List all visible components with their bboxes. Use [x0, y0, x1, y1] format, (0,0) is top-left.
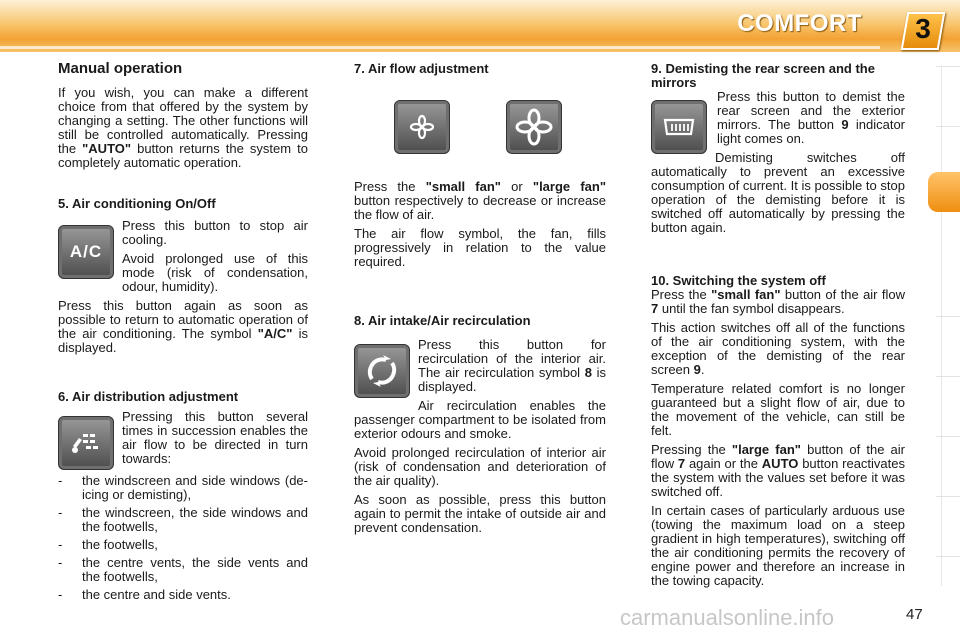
text: Press this button for recirculation of the interior air. The air recirculation symbol	[418, 337, 606, 380]
list-item: - the windscreen, the side windows and the footwells,	[58, 506, 308, 534]
chapter-tab-divider	[936, 316, 960, 317]
number-ref: 7	[651, 301, 659, 316]
number-ref: 7	[677, 456, 686, 471]
fan-buttons-row	[394, 100, 606, 154]
rear-demist-button-icon	[651, 100, 707, 154]
header-stripe	[0, 46, 880, 49]
list-item: - the centre and side vents.	[58, 588, 308, 602]
number-ref: 9	[693, 362, 701, 377]
column-2	[354, 62, 606, 540]
air-distribution-button-icon	[58, 416, 114, 470]
text: button respectively to decrease or increase the flow of air.	[354, 193, 606, 222]
small-fan-keyword: "small fan"	[711, 287, 781, 302]
chapter-tab-divider	[936, 66, 960, 67]
text: is displayed.	[58, 326, 309, 355]
text: indicator light comes on.	[717, 117, 905, 146]
recirculation-button-icon	[354, 344, 410, 398]
s9-paragraph-2: Demisting switches off automatically to prevent an excessive consumption of current. It is possible to stop operation of the demisting before it is switched off automatically by pressing the button again.	[651, 150, 905, 235]
page-number: 47	[906, 606, 923, 623]
s10-paragraph-3: Temperature related comfort is no longer guaranteed but a slight flow of air, due to the movement of the vehicle, can still be felt.	[651, 381, 905, 438]
s7-paragraph-1	[354, 180, 606, 222]
list-item: - the footwells,	[58, 538, 308, 552]
column-3	[651, 62, 905, 593]
s9-paragraph-1	[717, 90, 905, 146]
chapter-tabs	[930, 66, 960, 586]
text: again or the	[685, 456, 762, 471]
large-fan-icon	[515, 108, 553, 146]
column-1	[58, 62, 308, 606]
text: button returns the system to completely automatic operation.	[58, 141, 308, 170]
chapter-number: 3	[915, 13, 931, 44]
s10-paragraph-2	[651, 321, 905, 377]
small-fan-button-icon	[394, 100, 450, 154]
heading-air-distribution: 6. Air distribution adjustment	[58, 389, 239, 404]
text: button reactivates the system with the values set before it was switched off.	[651, 456, 906, 499]
text: button of the air flow	[780, 287, 906, 302]
number-ref: 8	[584, 365, 592, 380]
large-fan-keyword: "large fan"	[532, 179, 606, 194]
air-distribution-icon	[69, 428, 103, 458]
s8-paragraph-1	[416, 338, 606, 394]
s8-paragraph-2: Air recirculation enables the passenger compartment to be isolated from exterior odours and smoke.	[354, 398, 606, 441]
text: Press the	[651, 287, 712, 302]
large-fan-button-icon	[506, 100, 562, 154]
heading-demisting: 9. Demisting the rear screen and the mirrors	[651, 61, 875, 90]
heading-switching-off: 10. Switching the system off	[651, 273, 826, 288]
chapter-tab-active	[928, 172, 960, 212]
s10-paragraph-4	[651, 443, 905, 499]
recirculation-icon	[365, 354, 399, 388]
s10-paragraph-5: In certain cases of particularly arduous use (towing the maximum load on a steep gradient in high temperatures), switching off the air conditioning permits the recovery of engine power and therefore an increase in the towing capacity.	[651, 503, 905, 588]
s8-paragraph-4: As soon as possible, press this button again to permit the intake of outside air and prevent condensation.	[354, 492, 606, 535]
air-distribution-list	[58, 474, 308, 602]
list-item: - the centre vents, the side vents and the footwells,	[58, 556, 308, 584]
ac-button-icon	[58, 225, 114, 279]
text: This action switches off all of the functions of the air conditioning system, with the exception of the demisting of the rear screen	[651, 320, 905, 377]
s5-paragraph-1: Press this button to stop air cooling.	[122, 218, 308, 247]
s8-paragraph-3: Avoid prolonged recirculation of interior air (risk of condensation and deterioration of the air quality).	[354, 445, 606, 488]
small-fan-keyword: "small fan"	[425, 179, 501, 194]
list-item: - the windscreen and side windows (de-icing or demisting),	[58, 474, 308, 502]
intro-paragraph	[58, 86, 308, 170]
number-ref: 9	[841, 117, 849, 132]
text: or	[500, 179, 533, 194]
s7-paragraph-2: The air flow symbol, the fan, fills progressively in relation to the value required.	[354, 226, 606, 269]
text: If you wish, you can make a different choice from that offered by the system by changing a setting. The other functions will still be controlled automatically. Pressing the	[58, 85, 308, 156]
text: button of the air flow	[651, 442, 906, 471]
text: until the fan symbol disappears.	[658, 301, 845, 316]
chapter-tab-divider	[936, 376, 960, 377]
chapter-title: COMFORT	[737, 10, 862, 37]
chapter-tab-divider	[936, 496, 960, 497]
s5-paragraph-3	[58, 299, 308, 355]
large-fan-keyword: "large fan"	[731, 442, 801, 457]
section-title-manual-operation: Manual operation	[58, 60, 183, 77]
heading-air-intake: 8. Air intake/Air recirculation	[354, 313, 531, 328]
chapter-tab-divider	[936, 126, 960, 127]
rear-demist-icon	[663, 116, 695, 138]
text: Pressing the	[651, 442, 732, 457]
s10-paragraph-1	[651, 288, 905, 316]
text: .	[700, 362, 705, 377]
heading-air-flow: 7. Air flow adjustment	[354, 61, 489, 76]
watermark: carmanualsonline.info	[620, 605, 835, 630]
text: Press this button to demist the rear screen and the exterior mirrors. The button	[717, 89, 905, 132]
small-fan-icon	[409, 114, 435, 140]
auto-keyword: "AUTO"	[82, 141, 132, 156]
ac-button-label: A/C	[69, 242, 103, 261]
text: Press the	[354, 179, 426, 194]
text: is displayed.	[418, 365, 607, 394]
text: Press this button again as soon as possible to return to automatic operation of the air conditioning. The symbol	[58, 298, 308, 341]
chapter-tab-divider	[936, 436, 960, 437]
auto-keyword: AUTO	[761, 456, 799, 471]
s5-paragraph-2: Avoid prolonged use of this mode (risk of condensation, odour, humidity).	[122, 251, 308, 294]
s6-paragraph-1: Pressing this button several times in succession enables the air flow to be directed in turn towards:	[122, 409, 308, 466]
heading-air-conditioning: 5. Air conditioning On/Off	[58, 196, 216, 211]
ac-keyword: "A/C"	[257, 326, 293, 341]
chapter-tab-divider	[936, 556, 960, 557]
